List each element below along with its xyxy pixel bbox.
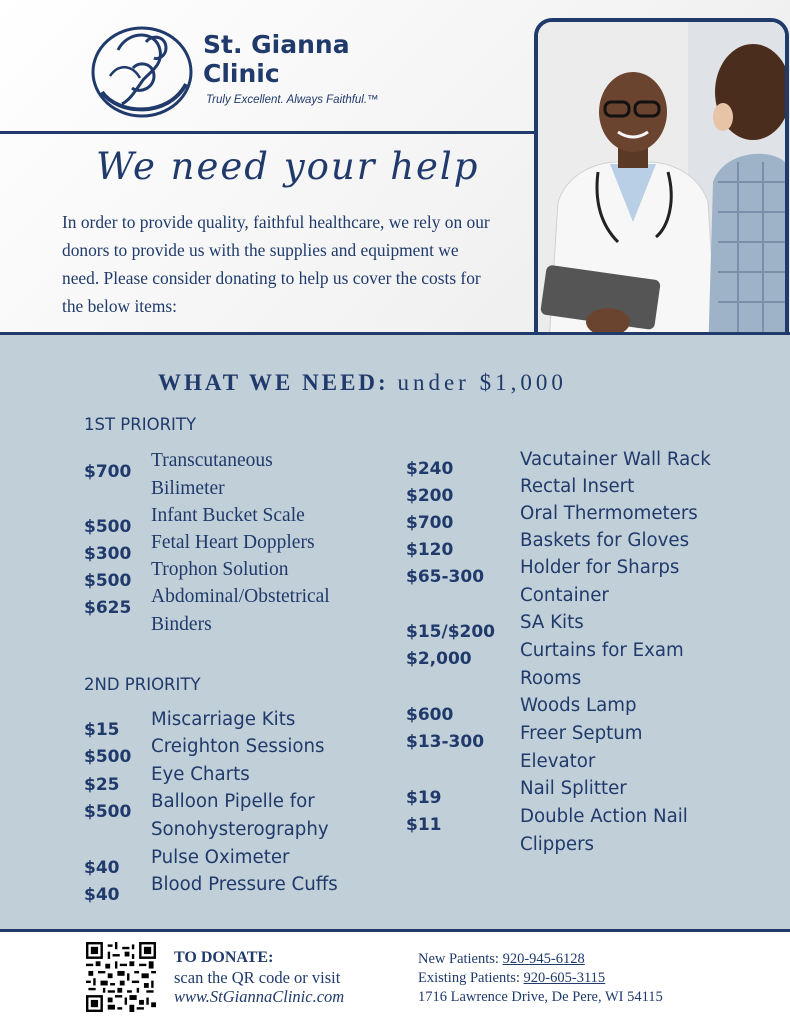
existing-patients-contact — [418, 970, 605, 987]
item-name-line2: Clippers — [520, 833, 595, 855]
right-item-name: Baskets for Gloves — [520, 530, 690, 551]
priority2-item-price: $40 — [84, 858, 120, 878]
mother-child-logo-icon — [88, 20, 196, 120]
priority2-item-name: Eye Charts — [151, 764, 250, 785]
needs-section — [0, 332, 790, 929]
priority1-item-name: Trophon Solution — [151, 559, 289, 580]
right-item-name: Woods Lamp — [520, 695, 637, 716]
right-item-name: SA Kits — [520, 612, 584, 633]
needs-heading-bold: WHAT WE NEED: — [158, 370, 389, 395]
item-name-line1: Transcutaneous — [151, 450, 273, 471]
existing-patients-label: Existing Patients: — [418, 970, 524, 986]
new-patients-label: New Patients: — [418, 951, 503, 967]
footer — [0, 929, 790, 1023]
priority1-item-price: $500 — [84, 517, 132, 537]
right-item-name — [520, 803, 688, 858]
right-item-price: $240 — [406, 459, 454, 479]
clinic-logo — [88, 20, 418, 120]
item-name-line2: Sonohysterography — [151, 818, 329, 840]
item-name-line1: Freer Septum — [520, 723, 643, 744]
priority2-item-name: Miscarriage Kits — [151, 709, 296, 730]
priority1-title: 1ST PRIORITY — [84, 415, 197, 434]
priority1-item-price: $700 — [84, 462, 132, 482]
priority2-item-name — [151, 788, 329, 843]
right-item-name: Rectal Insert — [520, 476, 635, 497]
right-item-name — [520, 720, 643, 775]
priority2-item-price: $40 — [84, 885, 120, 905]
item-name-line2: Binders — [151, 613, 212, 635]
help-title: We need your help — [96, 145, 480, 188]
right-item-name: Oral Thermometers — [520, 503, 698, 524]
item-name-line1: Double Action Nail — [520, 806, 688, 827]
item-name-line2: Elevator — [520, 750, 596, 772]
clinic-address: 1716 Lawrence Drive, De Pere, WI 54115 — [418, 989, 663, 1005]
right-item-name — [520, 637, 684, 692]
needs-heading — [158, 370, 567, 396]
priority2-title: 2ND PRIORITY — [84, 675, 201, 694]
priority1-item-name: Fetal Heart Dopplers — [151, 532, 315, 553]
right-item-price: $700 — [406, 513, 454, 533]
clinic-name-line2: Clinic — [203, 59, 280, 88]
priority2-item-price: $15 — [84, 720, 120, 740]
priority1-item-price: $300 — [84, 544, 132, 564]
priority2-item-name: Pulse Oximeter — [151, 847, 290, 868]
donate-title: TO DONATE: — [174, 949, 274, 966]
priority2-item-name: Creighton Sessions — [151, 736, 325, 757]
donate-instruction: scan the QR code or visit — [174, 968, 341, 987]
existing-patients-phone-link[interactable]: 920-605-3115 — [523, 970, 606, 986]
clinic-tagline: Truly Excellent. Always Faithful.™ — [206, 94, 379, 106]
priority2-item-price: $500 — [84, 747, 132, 767]
right-item-price: $600 — [406, 705, 454, 725]
clinic-name-line1: St. Gianna — [203, 30, 350, 59]
priority1-item-price: $500 — [84, 571, 132, 591]
right-item-price: $15/$200 — [406, 622, 496, 642]
right-item-price: $200 — [406, 486, 454, 506]
right-item-price: $19 — [406, 788, 442, 808]
right-item-price: $2,000 — [406, 649, 472, 669]
qr-code-icon[interactable] — [86, 942, 156, 1012]
priority1-item-name: Infant Bucket Scale — [151, 505, 305, 526]
priority1-item-price: $625 — [84, 598, 132, 618]
right-item-price: $120 — [406, 540, 454, 560]
right-item-name: Nail Splitter — [520, 778, 627, 799]
priority2-item-price: $25 — [84, 775, 120, 795]
item-name-line2: Container — [520, 584, 609, 606]
right-item-price: $11 — [406, 815, 442, 835]
right-item-price: $13-300 — [406, 732, 485, 752]
priority1-item-name — [151, 447, 273, 502]
new-patients-contact — [418, 951, 585, 968]
item-name-line1: Curtains for Exam — [520, 640, 684, 661]
intro-paragraph: In order to provide quality, faithful healthcare, we rely on our donors to provide us with the supplies and equipment we need. Please consider donating to help us cover the costs for the below items: — [62, 212, 490, 316]
right-item-name: Vacutainer Wall Rack — [520, 449, 711, 470]
header-divider — [0, 131, 540, 134]
item-name-line2: Rooms — [520, 667, 582, 689]
doctor-photo-illustration — [538, 22, 785, 359]
priority2-item-price: $500 — [84, 802, 132, 822]
right-item-price: $65-300 — [406, 567, 485, 587]
new-patients-phone-link[interactable]: 920-945-6128 — [502, 951, 585, 967]
priority1-item-name — [151, 583, 330, 638]
item-name-line1: Abdominal/Obstetrical — [151, 586, 330, 607]
right-item-name — [520, 554, 679, 609]
priority2-item-name: Blood Pressure Cuffs — [151, 874, 338, 895]
item-name-line2: Bilimeter — [151, 477, 225, 499]
item-name-line1: Holder for Sharps — [520, 557, 680, 578]
doctor-patient-photo — [534, 18, 789, 363]
item-name-line1: Balloon Pipelle for — [151, 791, 315, 812]
website-link[interactable]: www.StGiannaClinic.com — [174, 987, 345, 1006]
clinic-name — [203, 30, 350, 88]
needs-heading-light: under $1,000 — [397, 370, 567, 395]
